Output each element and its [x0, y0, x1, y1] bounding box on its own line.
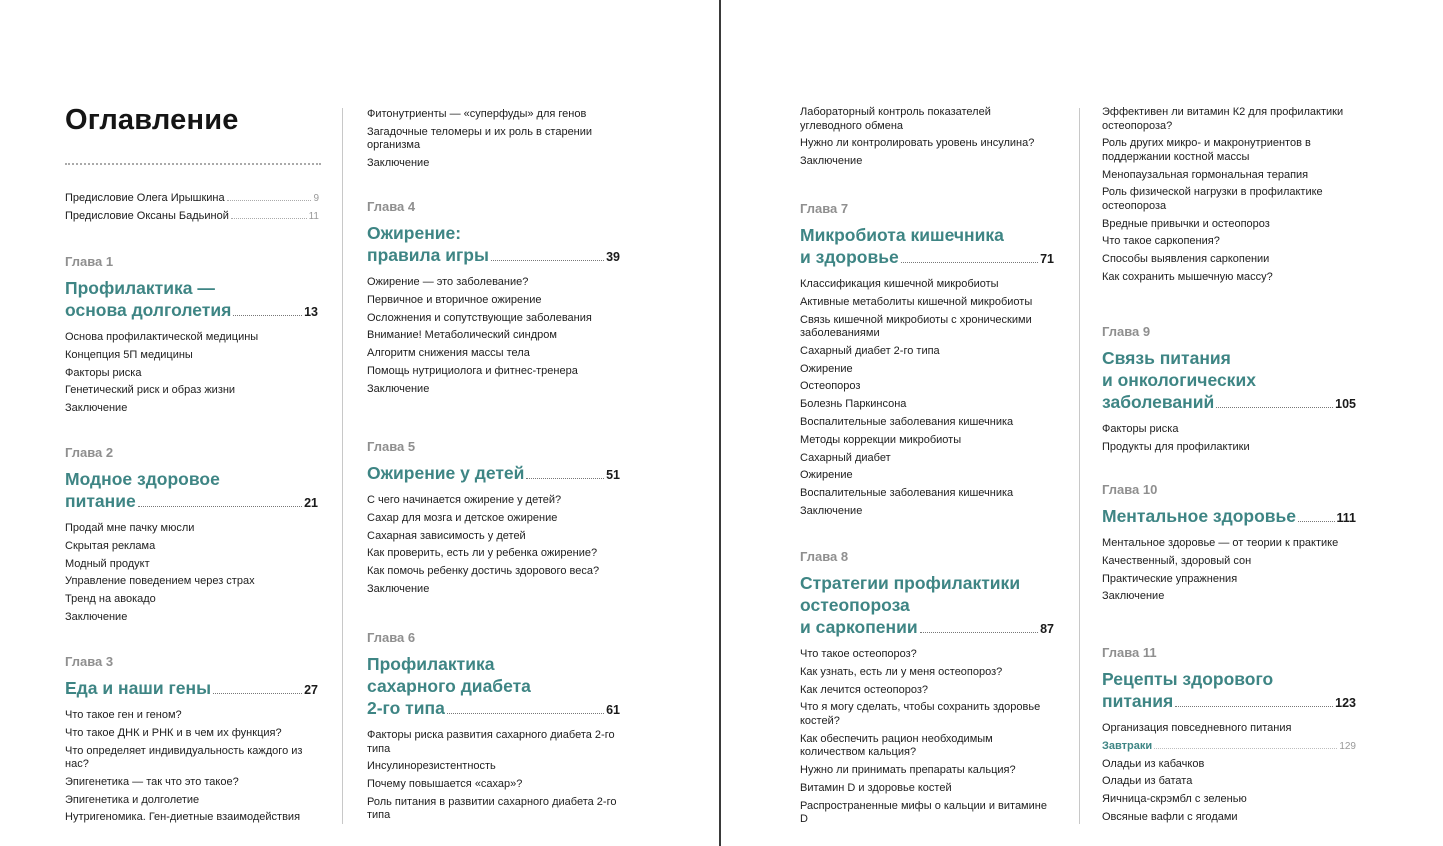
toc-entry[interactable]: Продукты для профилактики	[1102, 440, 1250, 453]
toc-entry[interactable]: Заключение	[65, 610, 128, 623]
toc-entry[interactable]: Овсяные вафли с ягодами	[1102, 810, 1238, 823]
toc-entry[interactable]: Роль других микро- и макронутриентов в поддержании костной массы	[1102, 137, 1311, 163]
leader-dots	[920, 632, 1038, 633]
chapter-title-line: Стратегии профилактики	[800, 573, 1021, 593]
toc-entry[interactable]: Оладьи из кабачков	[1102, 757, 1205, 770]
toc-entry[interactable]: Методы коррекции микробиоты	[800, 433, 962, 446]
toc-entry[interactable]: Связь кишечной микробиоты с хроническими заболеваниями	[800, 313, 1032, 340]
toc-entry[interactable]: Заключение	[1102, 590, 1165, 603]
chapter-title-line	[800, 246, 1054, 270]
chapter-title-line: Микробиота кишечника	[800, 225, 1004, 245]
section-list	[367, 276, 620, 396]
leader-dots	[138, 506, 302, 507]
title-divider	[65, 163, 321, 165]
book-spine	[719, 0, 721, 846]
toc-entry[interactable]: Менопаузальная гормональная терапия	[1102, 168, 1309, 181]
toc-entry[interactable]: Витамин D и здоровье костей	[800, 781, 952, 794]
section-list	[1102, 423, 1356, 454]
chapter-title-line: остеопороза	[800, 595, 910, 615]
toc-entry[interactable]: Эффективен ли витамин К2 для профилактики остеопороза?	[1102, 106, 1344, 132]
chapter-title-line	[65, 299, 318, 323]
chapter-3	[65, 654, 318, 829]
toc-entry[interactable]: Что такое саркопения?	[1102, 235, 1220, 248]
chapter-title-line	[1102, 391, 1356, 415]
page-number: 39	[606, 250, 620, 264]
chapter-heading[interactable]	[367, 462, 620, 486]
toc-entry[interactable]: Нужно ли принимать препараты кальция?	[800, 763, 1016, 776]
toc-entry[interactable]: Что такое ДНК и РНК и в чем их функция?	[65, 726, 282, 739]
toc-entry[interactable]: Качественный, здоровый сон	[1102, 554, 1252, 567]
toc-entry[interactable]: Факторы риска	[1102, 423, 1179, 435]
toc-entry[interactable]: Нужно ли контролировать уровень инсулина?	[800, 137, 1035, 150]
toc-entry[interactable]: Помощь нутрициолога и фитнес-тренера	[367, 364, 578, 377]
chapter-title-text: заболеваний	[1102, 392, 1215, 412]
toc-entry[interactable]: Роль питания в развитии сахарного диабета 2-го типа	[367, 795, 617, 822]
toc-entry[interactable]: Что я могу сделать, чтобы сохранить здоровье костей?	[800, 701, 1041, 727]
chapter-heading[interactable]	[367, 653, 620, 721]
toc-entry-highlight[interactable]	[1102, 740, 1356, 754]
section-list	[367, 494, 620, 596]
chapter-heading[interactable]	[65, 677, 318, 701]
toc-entry[interactable]: Оладьи из батата	[1102, 775, 1193, 788]
column-divider	[1079, 108, 1080, 824]
chapter-title-line: Ожирение:	[367, 223, 462, 243]
toc-entry[interactable]: Организация повседневного питания	[1102, 722, 1292, 734]
toc-entry[interactable]: Заключение	[65, 402, 128, 415]
toc-entry[interactable]: Ментальное здоровье — от теории к практике	[1102, 537, 1339, 549]
toc-entry[interactable]: Воспалительные заболевания кишечника	[800, 487, 1014, 500]
page-number: 123	[1335, 696, 1356, 710]
toc-entry[interactable]: Заключение	[800, 505, 863, 518]
section-list	[65, 331, 318, 416]
chapter-label: Глава 11	[1102, 645, 1157, 660]
chapter-11	[1102, 645, 1356, 829]
toc-entry[interactable]: Как лечится остеопороз?	[800, 683, 928, 696]
chapter-title-line	[367, 462, 620, 486]
toc-entry[interactable]: Эпигенетика — так что это такое?	[65, 775, 239, 788]
page-number: 27	[304, 683, 318, 697]
chapter-5	[367, 439, 620, 601]
chapter-title-line	[65, 677, 318, 701]
chapter-title-text: питание	[65, 491, 136, 511]
chapter-label: Глава 3	[65, 654, 114, 669]
toc-entry[interactable]: Осложнения и сопутствующие заболевания	[367, 311, 592, 324]
chapter-2	[65, 445, 318, 629]
toc-entry[interactable]: Классификация кишечной микробиоты	[800, 278, 999, 290]
toc-entry[interactable]: Загадочные теломеры и их роль в старении организма	[367, 125, 593, 152]
toc-entry[interactable]: Заключение	[367, 582, 430, 595]
chapter-label: Глава 2	[65, 445, 114, 460]
page-number: 51	[606, 468, 620, 482]
chapter-title-line: Связь питания	[1102, 348, 1231, 368]
chapter-title-line	[1102, 690, 1356, 714]
leader-dots	[1154, 748, 1337, 749]
chapter-label: Глава 7	[800, 201, 849, 216]
toc-entry[interactable]: Ожирение	[800, 362, 853, 375]
chapter-title-line: Профилактика	[367, 654, 495, 674]
chapter-title-line: Рецепты здорового	[1102, 669, 1274, 689]
chapter-title-text: 2-го типа	[367, 698, 445, 718]
chapter-heading[interactable]	[367, 222, 620, 268]
toc-entry[interactable]: Лабораторный контроль показателей углеводного обмена	[800, 106, 991, 132]
leader-dots	[231, 218, 307, 219]
chapter-label: Глава 9	[1102, 324, 1151, 339]
chapter-title-text: питания	[1102, 691, 1174, 711]
toc-entry[interactable]: Сахарный диабет 2-го типа	[800, 344, 940, 357]
continued-list	[367, 108, 612, 175]
chapter-title-line	[65, 490, 318, 514]
page-number: 21	[304, 496, 318, 510]
chapter-label: Глава 4	[367, 199, 416, 214]
section-list	[367, 729, 620, 823]
chapter-9	[1102, 324, 1356, 459]
chapter-title-line: Модное здоровое	[65, 469, 220, 489]
toc-entry[interactable]: Что такое остеопороз?	[800, 648, 917, 660]
toc-entry[interactable]: Заключение	[800, 155, 863, 168]
chapter-title-text: Ожирение у детей	[367, 463, 525, 483]
toc-entry[interactable]: Ожирение — это заболевание?	[367, 276, 529, 288]
leader-dots	[491, 260, 604, 261]
toc-entry[interactable]: Фитонутриенты — «суперфуды» для генов	[367, 108, 587, 120]
section-list	[65, 709, 318, 825]
toc-entry[interactable]: Модный продукт	[65, 557, 150, 570]
leader-dots	[227, 200, 312, 201]
chapter-8	[800, 549, 1054, 831]
toc-entry[interactable]: Нутригеномика. Ген-диетные взаимодействия	[65, 811, 301, 824]
toc-entry[interactable]: Что такое ген и геном?	[65, 709, 182, 721]
continued-list	[1102, 106, 1352, 289]
toc-entry[interactable]: Воспалительные заболевания кишечника	[800, 416, 1014, 429]
continued-list	[800, 106, 1045, 173]
toc-entry[interactable]: Тренд на авокадо	[65, 593, 156, 606]
toc-entry[interactable]: С чего начинается ожирение у детей?	[367, 494, 562, 506]
chapter-title-text: Ментальное здоровье	[1102, 506, 1297, 526]
toc-entry[interactable]: Управление поведением через страх	[65, 575, 255, 588]
leader-dots	[901, 262, 1038, 263]
toc-entry[interactable]: Как узнать, есть ли у меня остеопороз?	[800, 665, 1003, 678]
toc-title: Оглавление	[65, 104, 239, 136]
preface-list	[65, 192, 319, 227]
preface-entry[interactable]: Предисловие Оксаны Бадьиной 11	[65, 209, 319, 222]
leader-dots	[1298, 521, 1334, 522]
toc-entry[interactable]: Что определяет индивидуальность каждого из нас?	[65, 744, 303, 771]
toc-entry[interactable]: Как обеспечить рацион необходимым количеством кальция?	[800, 732, 993, 759]
chapter-title-line	[367, 697, 620, 721]
chapter-label: Глава 6	[367, 630, 416, 645]
chapter-heading[interactable]	[1102, 347, 1356, 415]
chapter-title-text: правила игры	[367, 245, 489, 265]
leader-dots	[447, 713, 604, 714]
chapter-heading[interactable]	[1102, 505, 1356, 529]
chapter-6	[367, 630, 620, 827]
preface-entry[interactable]: Предисловие Олега Ирышкина 9	[65, 192, 319, 204]
toc-entry[interactable]: Практические упражнения	[1102, 572, 1238, 585]
chapter-heading[interactable]	[800, 572, 1054, 640]
toc-entry[interactable]: Продай мне пачку мюсли	[65, 522, 195, 534]
toc-entry[interactable]: Сахарный диабет	[800, 451, 891, 464]
toc-entry[interactable]: Первичное и вторичное ожирение	[367, 293, 542, 306]
chapter-10	[1102, 482, 1356, 608]
toc-entry[interactable]: Алгоритм снижения массы тела	[367, 347, 530, 360]
chapter-title-text: и здоровье	[800, 247, 899, 267]
chapter-label: Глава 5	[367, 439, 416, 454]
toc-entry[interactable]: Сахар для мозга и детское ожирение	[367, 511, 558, 524]
section-list	[1102, 722, 1356, 824]
leader-dots	[213, 693, 302, 694]
column-divider	[342, 108, 343, 824]
chapter-label: Глава 8	[800, 549, 849, 564]
chapter-title-text: и саркопении	[800, 617, 918, 637]
chapter-title-text: основа долголетия	[65, 300, 232, 320]
toc-entry[interactable]: Внимание! Метаболический синдром	[367, 329, 557, 342]
toc-entry[interactable]: Болезнь Паркинсона	[800, 398, 907, 411]
toc-entry[interactable]: Роль физической нагрузки в профилактике остеопороза	[1102, 186, 1323, 212]
toc-entry[interactable]: Факторы риска	[65, 366, 142, 379]
chapter-title-line: сахарного диабета	[367, 676, 531, 696]
leader-dots	[1175, 706, 1333, 707]
toc-entry[interactable]: Как проверить, есть ли у ребенка ожирение?	[367, 547, 598, 560]
leader-dots	[233, 315, 302, 316]
toc-entry[interactable]: Основа профилактической медицины	[65, 331, 259, 343]
toc-entry[interactable]: Концепция 5П медицины	[65, 348, 193, 361]
toc-entry[interactable]: Эпигенетика и долголетие	[65, 793, 200, 806]
leader-dots	[1216, 407, 1333, 408]
chapter-title-line	[367, 244, 620, 268]
chapter-label: Глава 1	[65, 254, 114, 269]
leader-dots	[526, 478, 604, 479]
chapter-title-line: и онкологических	[1102, 370, 1256, 390]
chapter-title-line	[800, 616, 1054, 640]
chapter-label: Глава 10	[1102, 482, 1158, 497]
highlight-text: Завтраки	[1102, 739, 1153, 752]
page-number: 105	[1335, 397, 1356, 411]
toc-entry[interactable]: Яичница-скрэмбл с зеленью	[1102, 793, 1247, 806]
toc-entry[interactable]: Почему повышается «сахар»?	[367, 778, 523, 791]
page-number: 87	[1040, 622, 1054, 636]
page-number: 61	[606, 703, 620, 717]
toc-entry[interactable]: Генетический риск и образ жизни	[65, 384, 236, 397]
toc-entry[interactable]: Факторы риска развития сахарного диабета 2-го типа	[367, 729, 615, 755]
toc-entry[interactable]: Заключение	[367, 157, 430, 170]
toc-entry[interactable]: Как помочь ребенку достичь здорового веса?	[367, 565, 600, 578]
toc-entry[interactable]: Распространенные мифы о кальции и витамине D	[800, 799, 1047, 826]
page-number: 13	[304, 305, 318, 319]
toc-entry[interactable]: Скрытая реклама	[65, 539, 156, 552]
chapter-title-line	[1102, 505, 1356, 529]
chapter-title-text: Еда и наши гены	[65, 678, 212, 698]
page-number: 129	[1339, 740, 1356, 752]
toc-entry[interactable]: Ожирение	[800, 469, 853, 482]
toc-entry[interactable]: Инсулинорезистентность	[367, 760, 496, 773]
chapter-heading[interactable]	[1102, 668, 1356, 714]
toc-entry[interactable]: Активные метаболиты кишечной микробиоты	[800, 295, 1033, 308]
chapter-title-line: Профилактика —	[65, 278, 215, 298]
chapter-7	[800, 201, 1054, 523]
section-list	[1102, 537, 1356, 604]
chapter-heading[interactable]	[65, 277, 318, 323]
toc-entry[interactable]: Способы выявления саркопении	[1102, 253, 1270, 266]
chapter-heading[interactable]	[800, 224, 1054, 270]
section-list	[800, 648, 1054, 827]
toc-entry[interactable]: Вредные привычки и остеопороз	[1102, 217, 1270, 230]
section-list	[65, 522, 318, 624]
chapter-heading[interactable]	[65, 468, 318, 514]
toc-entry[interactable]: Как сохранить мышечную массу?	[1102, 271, 1273, 284]
toc-entry[interactable]: Сахарная зависимость у детей	[367, 529, 526, 542]
toc-entry[interactable]: Заключение	[367, 382, 430, 395]
toc-entry[interactable]: Остеопороз	[800, 380, 861, 393]
page-number: 71	[1040, 252, 1054, 266]
section-list	[800, 278, 1054, 519]
chapter-4	[367, 199, 620, 401]
page-number: 111	[1336, 511, 1356, 525]
chapter-1	[65, 254, 318, 420]
